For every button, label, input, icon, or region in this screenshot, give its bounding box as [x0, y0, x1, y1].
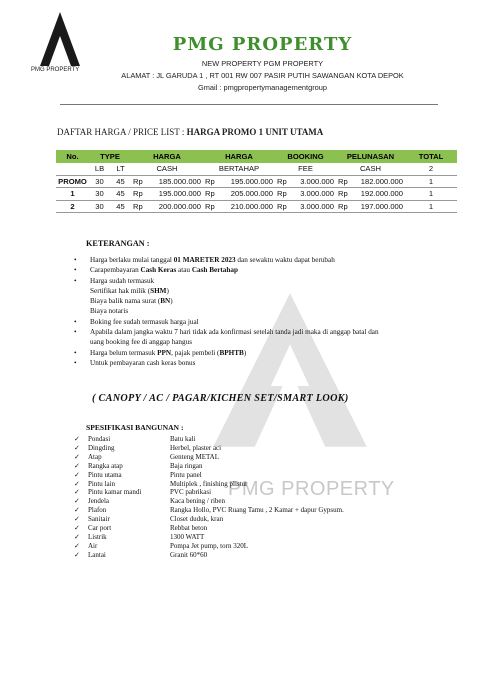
row-bertahap: 205.000.000 — [217, 188, 275, 201]
row-no: 2 — [56, 200, 89, 213]
spec-name: Pintu utama — [88, 470, 122, 479]
subheader-cash: CASH — [156, 164, 178, 174]
row-total: 1 — [405, 200, 457, 213]
row-total: 1 — [405, 188, 457, 201]
logo-caption: PMG PROPERTY — [31, 67, 80, 73]
subheader-lt: LT — [116, 164, 125, 174]
row-pelunasan: 182.000.000 — [350, 175, 405, 188]
watermark-text: PMG PROPERTY — [228, 478, 395, 500]
spec-row — [74, 453, 344, 462]
currency: Rp — [336, 175, 350, 188]
currency: Rp — [131, 188, 145, 201]
list-item — [74, 255, 454, 265]
price-table — [56, 150, 457, 213]
check-icon: ✓ — [74, 443, 80, 452]
spec-name: Air — [88, 541, 98, 550]
row-booking: 3.000.000 — [289, 200, 336, 213]
item-bold: 01 MARETER 2023 — [173, 256, 236, 264]
spec-row — [74, 524, 344, 533]
spec-value: Rebbat beton — [170, 524, 208, 533]
row-lb: 30 — [89, 200, 110, 213]
spec-value: Kaca bening / riben — [170, 497, 226, 506]
row-no: PROMO — [56, 175, 89, 188]
row-no: 1 — [56, 188, 89, 201]
spec-row — [74, 488, 344, 497]
item-bold: Cash Bertahap — [191, 266, 238, 275]
row-cash: 200.000.000 — [145, 200, 203, 213]
spec-row — [74, 435, 344, 444]
subheader-total: 2 — [428, 164, 434, 174]
check-icon: ✓ — [74, 452, 80, 461]
spec-row — [74, 471, 344, 480]
spec-value: 1300 WATT — [170, 532, 205, 541]
list-item — [74, 286, 454, 296]
item-text: ) — [243, 348, 247, 357]
list-item — [74, 348, 454, 358]
spec-value: Genteng METAL — [170, 452, 220, 461]
check-icon: ✓ — [74, 524, 80, 533]
company-name: PMG PROPERTY — [172, 34, 353, 55]
spec-name: Sanitair — [88, 515, 110, 524]
row-bertahap: 210.000.000 — [217, 200, 275, 213]
item-text: , pajak pembeli ( — [171, 348, 220, 357]
spec-name: Atap — [88, 452, 102, 461]
header-gmail: Gmail : pmgpropertymanagementgroup — [198, 83, 327, 92]
currency: Rp — [203, 200, 217, 213]
table-row — [56, 175, 457, 188]
row-bertahap: 195.000.000 — [217, 175, 275, 188]
row-pelunasan: 197.000.000 — [350, 200, 405, 213]
check-icon: ✓ — [74, 541, 80, 550]
list-item: Biaya notaris — [90, 307, 129, 316]
spec-row — [74, 444, 344, 453]
item-text: Carapembayaran — [90, 266, 141, 275]
col-header-harga-cash: HARGA — [131, 150, 203, 163]
spesifikasi-table — [74, 435, 344, 560]
price-table-header — [56, 150, 457, 163]
spec-name: Jendela — [88, 497, 109, 506]
item-bold: SHM — [150, 286, 167, 295]
spec-value: Pompa Jet pump, torn 320L — [170, 541, 248, 550]
table-row — [56, 188, 457, 201]
check-icon: ✓ — [74, 488, 80, 497]
row-booking: 3.000.000 — [289, 175, 336, 188]
spec-name: Pintu lain — [88, 479, 116, 488]
spec-row — [74, 506, 344, 515]
currency: Rp — [131, 200, 145, 213]
spec-value: Multiplek , finishing plistur — [170, 479, 248, 488]
row-lt: 45 — [110, 200, 131, 213]
check-icon: ✓ — [74, 515, 80, 524]
spec-value: Baja ringan — [170, 461, 203, 470]
spec-name: Lantai — [88, 550, 106, 559]
col-header-booking: BOOKING — [275, 150, 336, 163]
subheader-lb: LB — [94, 164, 105, 174]
spec-row — [74, 533, 344, 542]
item-text: atau — [176, 266, 192, 275]
spec-row — [74, 462, 344, 471]
currency: Rp — [203, 188, 217, 201]
currency: Rp — [336, 188, 350, 201]
currency: Rp — [275, 188, 289, 201]
price-table-subheader — [56, 163, 457, 175]
check-icon: ✓ — [74, 497, 80, 506]
item-bold: PPN — [157, 348, 172, 357]
bonus-promo-line: ( CANOPY / AC / PAGAR/KICHEN SET/SMART LOOK) — [92, 393, 349, 404]
spec-value: Rangka Hollo, PVC Ruang Tamu , 2 Kamar + dapur Gypsum. — [170, 506, 344, 515]
keterangan-title: KETERANGAN : — [86, 239, 150, 248]
row-pelunasan: 192.000.000 — [350, 188, 405, 201]
currency: Rp — [275, 175, 289, 188]
list-item: • Apabila dalam jangka waktu 7 hari tidak ada konfirmasi setelah tanda jadi maka di anggap batal dan — [74, 327, 454, 337]
list-item — [74, 296, 454, 306]
item-text: Sertifikat hak milik ( — [90, 286, 151, 295]
currency: Rp — [131, 175, 145, 188]
row-total: 1 — [405, 175, 457, 188]
item-bold: BN — [160, 297, 171, 306]
header-divider — [60, 104, 438, 105]
item-text: Harga berlaku mulai tanggal — [90, 256, 174, 264]
header-subtitle: NEW PROPERTY PGM PROPERTY — [201, 59, 324, 68]
item-text: Harga belum termasuk — [90, 348, 158, 357]
spec-value: Herbel, plaster aci — [170, 443, 222, 452]
row-booking: 3.000.000 — [289, 188, 336, 201]
row-lt: 45 — [110, 175, 131, 188]
item-text: ) — [170, 297, 173, 306]
list-item: • Untuk pembayaran cash keras bonus — [74, 358, 454, 368]
spec-name: Dingding — [88, 443, 115, 452]
check-icon: ✓ — [74, 532, 80, 541]
spec-name: Rangka atap — [88, 461, 123, 470]
list-item: • Harga sudah termasuk — [74, 276, 454, 286]
table-row — [56, 200, 457, 213]
row-lb: 30 — [89, 175, 110, 188]
spec-value: Batu kali — [170, 435, 196, 443]
col-header-total: TOTAL — [405, 150, 457, 163]
spec-value: PVC pabrikasi — [170, 488, 212, 497]
spec-row — [74, 551, 344, 560]
col-header-no: No. — [56, 150, 89, 163]
spec-row — [74, 480, 344, 489]
row-cash: 185.000.000 — [145, 175, 203, 188]
spec-name: Pondasi — [88, 435, 111, 443]
spec-row — [74, 497, 344, 506]
spec-name: Plafon — [88, 506, 107, 515]
spec-row — [74, 542, 344, 551]
col-header-harga-bertahap: HARGA — [203, 150, 275, 163]
spec-name: Listrik — [88, 532, 107, 541]
col-header-type: TYPE — [89, 150, 131, 163]
pricelist-emphasis: HARGA PROMO 1 UNIT UTAMA — [186, 127, 324, 137]
check-icon: ✓ — [74, 550, 80, 559]
col-header-pelunasan: PELUNASAN — [336, 150, 405, 163]
check-icon: ✓ — [74, 435, 80, 443]
spec-value: Granit 60*60 — [170, 550, 208, 559]
item-text: ) — [166, 286, 169, 295]
spec-row — [74, 515, 344, 524]
spesifikasi-title: SPESIFIKASI BANGUNAN : — [86, 423, 184, 432]
row-lt: 45 — [110, 188, 131, 201]
list-item: uang booking fee di anggap hangus — [90, 338, 192, 347]
spec-value: Closet duduk, kran — [170, 515, 224, 524]
spec-name: Pintu kamar mandi — [88, 488, 142, 497]
pricelist-title — [57, 127, 323, 137]
subheader-bertahap: BERTAHAP — [218, 164, 260, 174]
spec-name: Car port — [88, 524, 112, 533]
item-bold: Cash Keras — [140, 266, 177, 275]
currency: Rp — [336, 200, 350, 213]
spec-value: Pintu panel — [170, 470, 202, 479]
subheader-pelunasan-cash: CASH — [359, 164, 382, 174]
item-text: Biaya balik nama surat ( — [90, 297, 161, 306]
check-icon: ✓ — [74, 470, 80, 479]
check-icon: ✓ — [74, 461, 80, 470]
currency: Rp — [203, 175, 217, 188]
row-cash: 195.000.000 — [145, 188, 203, 201]
keterangan-list — [74, 255, 454, 368]
currency: Rp — [275, 200, 289, 213]
list-item — [74, 265, 454, 275]
header-address: ALAMAT : JL GARUDA 1 , RT 001 RW 007 PASIR PUTIH SAWANGAN KOTA DEPOK — [121, 71, 404, 80]
pricelist-label: DAFTAR HARGA / PRICE LIST : — [57, 127, 185, 137]
subheader-fee: FEE — [298, 164, 313, 174]
check-icon: ✓ — [74, 506, 80, 515]
list-item: • Boking fee sudah termasuk harga jual — [74, 317, 454, 327]
row-lb: 30 — [89, 188, 110, 201]
item-bold: BPHTB — [219, 348, 244, 357]
item-text: dan sewaktu waktu dapat berubah — [235, 256, 335, 264]
check-icon: ✓ — [74, 479, 80, 488]
